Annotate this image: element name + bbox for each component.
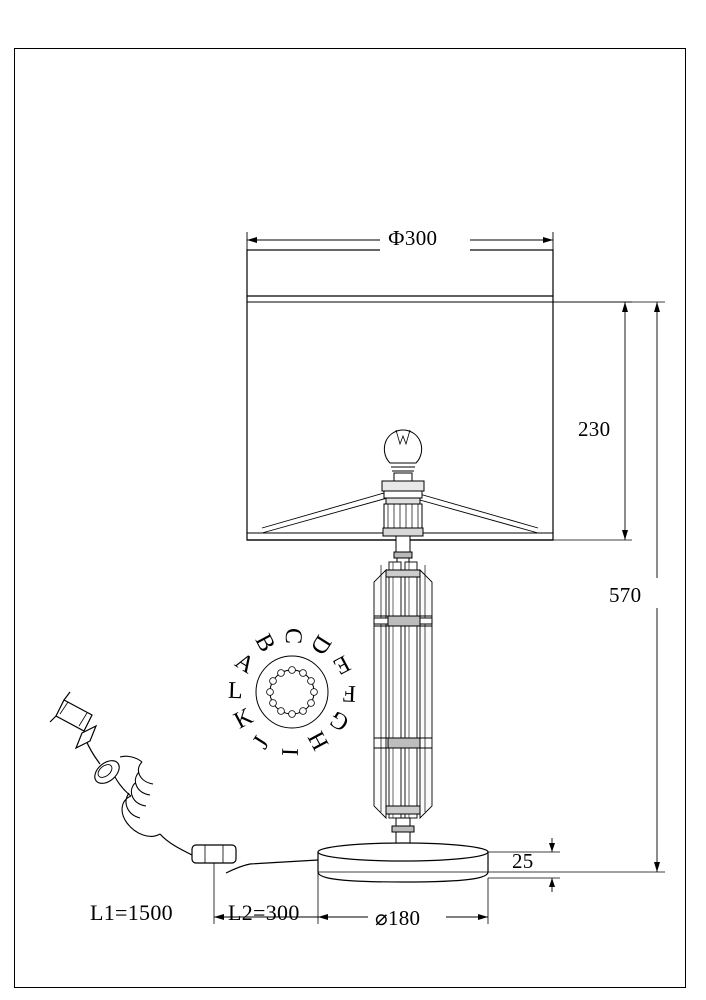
- socket-letter: K: [229, 703, 258, 735]
- dimension-cord-length-1: L1=1500: [90, 900, 173, 925]
- socket-letter: G: [325, 704, 354, 737]
- socket-letter: I: [277, 747, 305, 757]
- socket-letter: C: [279, 627, 307, 645]
- dimension-shade-diameter: Ф300: [388, 226, 438, 250]
- socket-letter: J: [247, 731, 275, 754]
- dimension-shade-height: 230: [578, 417, 611, 441]
- socket-letter: H: [303, 726, 335, 755]
- socket-letter: A: [230, 647, 259, 680]
- socket-letter: E: [328, 649, 355, 680]
- socket-letter: F: [342, 679, 357, 707]
- dimension-cord-length-2: L2=300: [228, 900, 300, 925]
- dimension-total-height: 570: [609, 583, 642, 607]
- socket-letter: B: [249, 629, 281, 657]
- socket-letter: L: [227, 677, 244, 705]
- dimension-base-thickness: 25: [512, 849, 534, 873]
- socket-letter: D: [304, 630, 337, 659]
- socket-letter-ring: [222, 622, 362, 762]
- dimension-base-diameter: ⌀180: [375, 906, 421, 930]
